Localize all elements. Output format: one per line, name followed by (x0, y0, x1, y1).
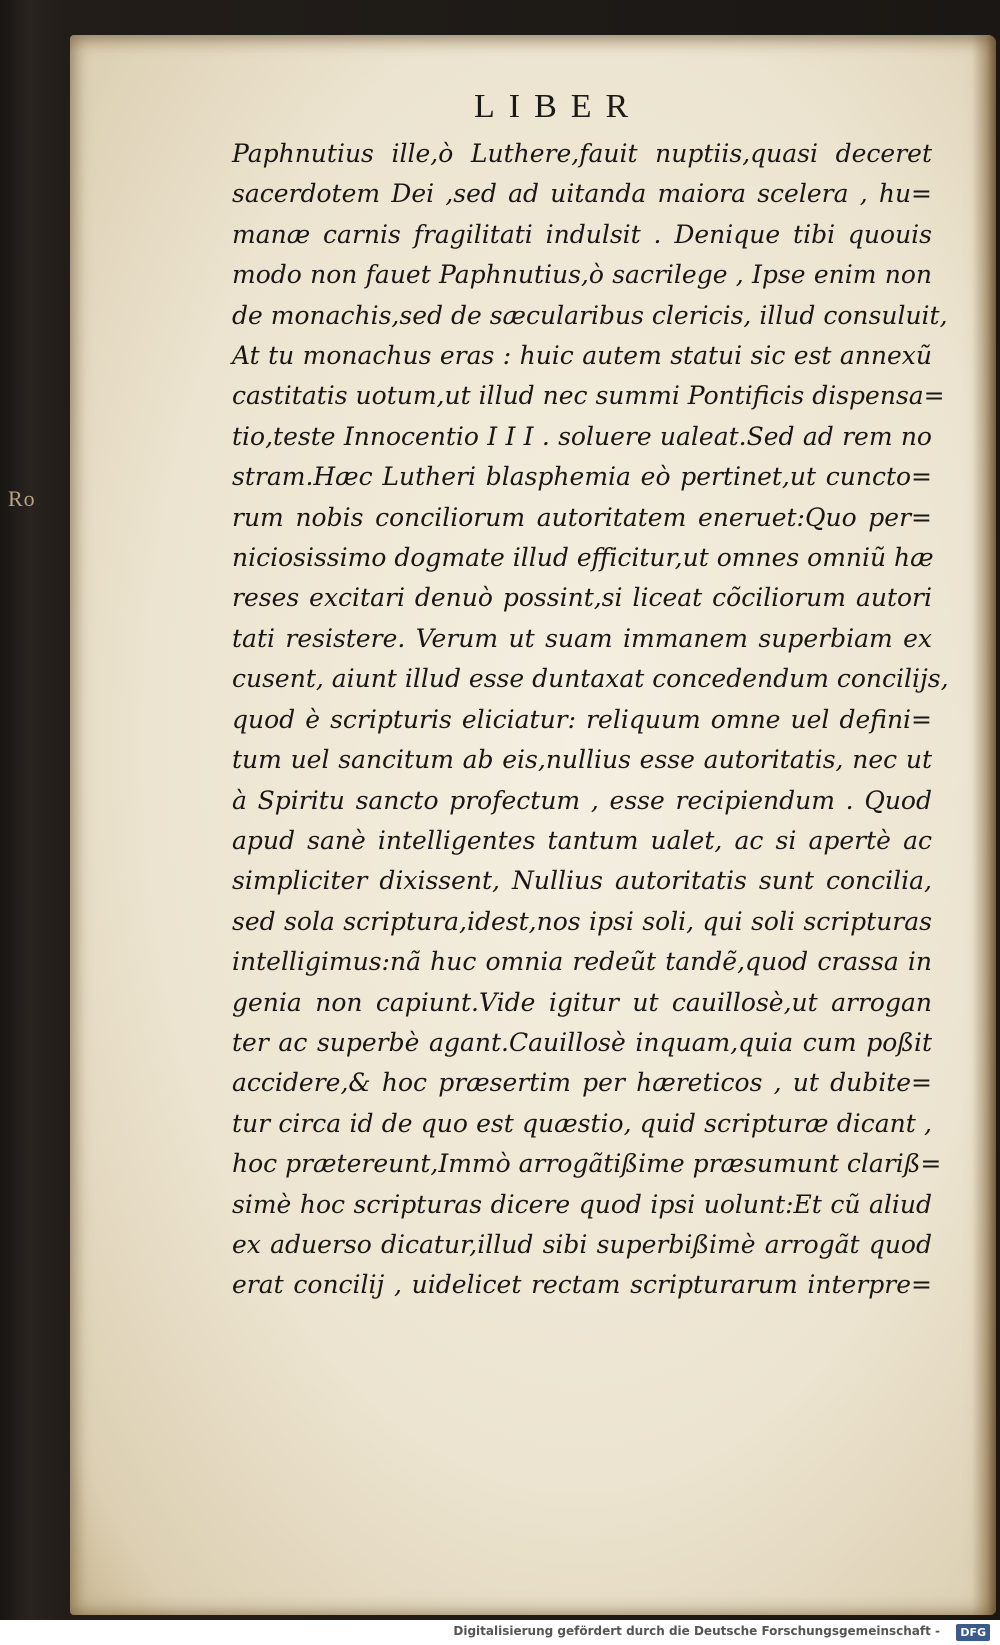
text-line: accidere,& hoc præsertim per hæreticos , ut dubite= (232, 1068, 932, 1098)
text-line: tum uel sancitum ab eis,nullius esse autoritatis, nec ut (232, 745, 932, 775)
running-head: LIBER (474, 88, 643, 125)
text-line: tati resistere. Verum ut suam immanem superbiam ex (232, 623, 932, 653)
text-line: At tu monachus eras : huic autem statui sic est annexũ (232, 341, 932, 371)
text-line: simpliciter dixissent, Nullius autoritatis sunt concilia, (232, 866, 932, 896)
text-line: quod è scripturis eliciatur: reliquum omne uel defini= (232, 704, 932, 734)
text-line: genia non capiunt.Vide igitur ut cauillosè,ut arrogan (232, 987, 932, 1017)
text-line: erat concilij , uidelicet rectam scripturarum interpre= (232, 1270, 932, 1300)
body-text (232, 134, 949, 1306)
text-line: ter ac superbè agant.Cauillosè inquam,quia cum poßit (232, 1027, 932, 1057)
text-line: intelligimus:nã huc omnia redeũt tandẽ,quod crassa in (232, 947, 932, 977)
text-line: rum nobis conciliorum autoritatem eneruet:Quo per= (232, 502, 932, 532)
text-line: tio,teste Innocentio I I I . soluere ualeat.Sed ad rem no (232, 421, 932, 451)
text-line: ex aduerso dicatur,illud sibi superbißimè arrogãt quod (232, 1229, 932, 1259)
text-line: manæ carnis fragilitati indulsit . Denique tibi quouis (232, 219, 932, 249)
text-line: reses excitari denuò possint,si liceat cõciliorum autori (232, 583, 932, 613)
funding-credit: Digitalisierung gefördert durch die Deutsche Forschungsgemeinschaft - (453, 1624, 940, 1638)
footer-bar (0, 1620, 1000, 1645)
text-line: apud sanè intelligentes tantum ualet, ac si apertè ac (232, 825, 932, 855)
text-line: simè hoc scripturas dicere quod ipsi uolunt:Et cũ aliud (232, 1189, 932, 1219)
text-line: stram.Hæc Lutheri blasphemia eò pertinet,ut cuncto= (232, 462, 932, 492)
text-line: tur circa id de quo est quæstio, quid scripturæ dicant , (232, 1108, 932, 1138)
text-line: sed sola scriptura,idest,nos ipsi soli, qui soli scripturas (232, 906, 932, 936)
text-line: Paphnutius ille,ò Luthere,fauit nuptiis,quasi deceret (232, 139, 932, 168)
margin-fragment: Ro (8, 486, 36, 511)
text-line: hoc prætereunt,Immò arrogãtißime præsumunt clariß= (232, 1149, 942, 1179)
text-line: castitatis uotum,ut illud nec summi Pontificis dispensa= (232, 381, 945, 411)
text-line: de monachis,sed de sæcularibus clericis, illud consuluit, (232, 300, 948, 330)
text-line: sacerdotem Dei ,sed ad uitanda maiora scelera , hu= (232, 179, 932, 209)
page-edge-shadow (972, 35, 996, 1615)
dfg-logo-icon: DFG (956, 1624, 990, 1641)
text-line: modo non fauet Paphnutius,ò sacrilege , Ipse enim non (232, 260, 932, 290)
text-line: à Spiritu sancto profectum , esse recipiendum . Quod (232, 785, 932, 815)
text-line: niciosissimo dogmate illud efficitur,ut omnes omniũ hæ (232, 543, 934, 573)
text-line: cusent, aiunt illud esse duntaxat concedendum concilijs, (232, 664, 949, 694)
